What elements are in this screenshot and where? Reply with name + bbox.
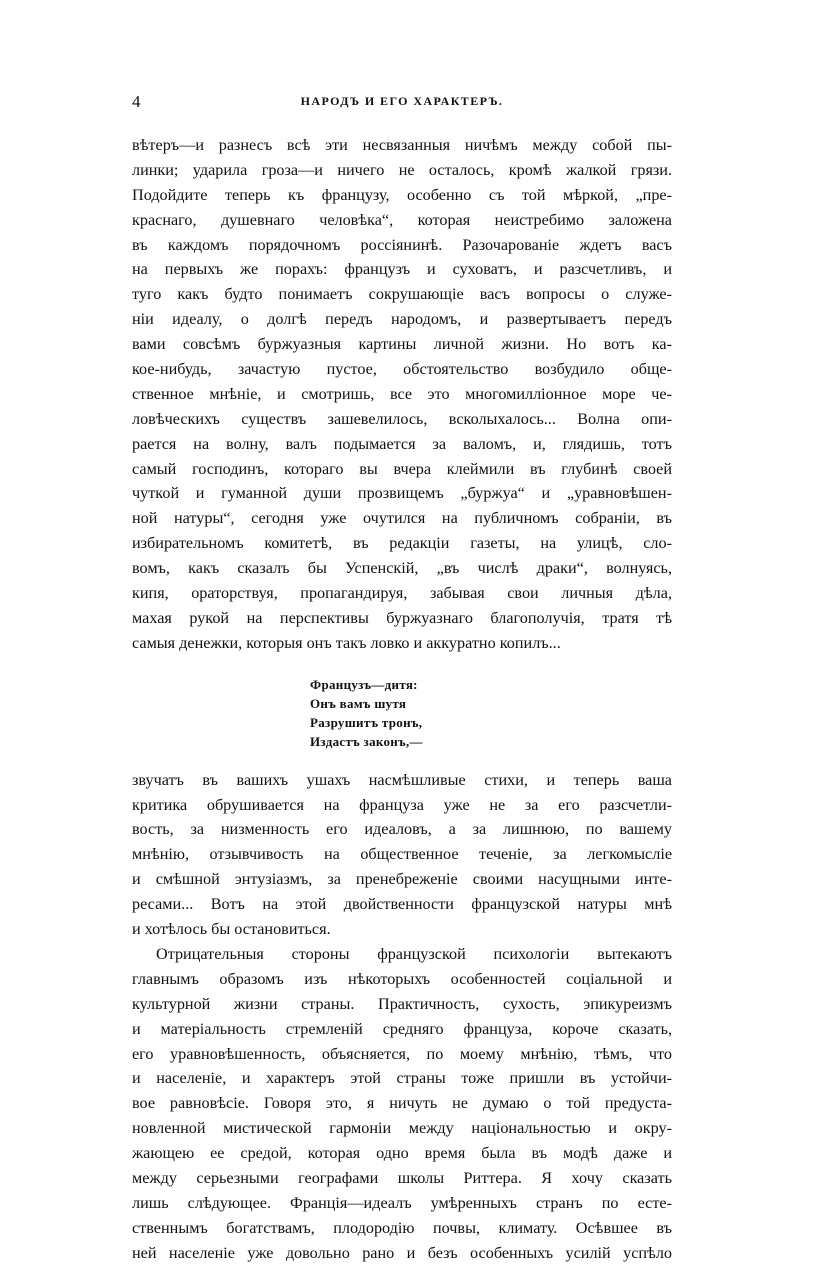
text-line: махая рукой на перспективы буржуазнаго благополучія, тратя тѣ: [132, 608, 672, 627]
text-line: между серьезными географами школы Риттера. Я хочу сказать: [132, 1168, 672, 1187]
text-line: критика обрушивается на француза уже не за его разсчетли-: [132, 795, 672, 814]
text-line: самый господинъ, котораго вы вчера клеймили въ глубинѣ своей: [132, 459, 672, 478]
text-line: ніи идеалу, о долгѣ передъ народомъ, и развертываетъ передъ: [132, 310, 672, 329]
text-line: ной натуры“, сегодня уже очутился на публичномъ собраніи, въ: [132, 509, 672, 528]
text-line: культурной жизни страны. Практичность, сухость, эпикуреизмъ: [132, 994, 672, 1013]
text-line: новленной мистической гармоніи между національностью и окру-: [132, 1119, 672, 1138]
text-line: и матеріальность стремленій средняго француза, короче сказать,: [132, 1019, 672, 1038]
text-line: туго какъ будто понимаетъ сокрушающіе васъ вопросы о служе-: [132, 285, 672, 304]
text-line: самыя денежки, которыя онъ такъ ловко и аккуратно копилъ...: [132, 633, 561, 652]
paragraph-1: [132, 133, 672, 656]
poem-line: Онъ вамъ шутя: [310, 695, 407, 711]
text-line: и хотѣлось бы остановиться.: [132, 920, 331, 939]
text-line: избирательномъ комитетѣ, въ редакціи газеты, на улицѣ, сло-: [132, 534, 672, 553]
book-page: [132, 92, 672, 1266]
text-line: жающею ее средой, которая одно время была въ модѣ даже и: [132, 1144, 672, 1163]
running-title: НАРОДЪ И ЕГО ХАРАКТЕРЪ.: [300, 94, 504, 108]
text-line: рается на волну, валъ подымается за валомъ, и, глядишь, тотъ: [132, 434, 672, 453]
text-line: вомъ, какъ сказалъ бы Успенскій, „въ числѣ драки“, волнуясь,: [132, 559, 672, 578]
text-line: мнѣнію, отзывчивость на общественное теченіе, за легкомысліе: [132, 845, 672, 864]
text-line: главнымъ образомъ изъ нѣкоторыхъ особенностей соціальной и: [132, 969, 672, 988]
text-line: кипя, ораторствуя, пропагандируя, забывая свои личныя дѣла,: [132, 584, 672, 603]
text-line: вами совсѣмъ буржуазныя картины личной жизни. Но вотъ ка-: [132, 335, 672, 354]
text-line: ловѣческихъ существъ зашевелилось, всколыхалось... Волна опи-: [132, 409, 672, 428]
text-line: ней населеніе уже довольно рано и безъ особенныхъ усилій успѣло: [132, 1243, 672, 1262]
text-line: и смѣшной энтузіазмъ, за пренебреженіе своими насущными инте-: [132, 870, 672, 889]
text-line: ресами... Вотъ на этой двойственности французской натуры мнѣ: [132, 895, 672, 914]
paragraph-3: [132, 942, 672, 1266]
text-line: его уравновѣшенность, объясняется, по моему мнѣнію, тѣмъ, что: [132, 1044, 672, 1063]
text-line: Подойдите теперь къ французу, особенно съ той мѣркой, „пре-: [132, 185, 672, 204]
text-line: вѣтеръ—и разнесъ всѣ эти несвязанныя ничѣмъ между собой пы-: [132, 136, 672, 154]
paragraph-2: [132, 768, 672, 942]
text-line: лишь слѣдующее. Франція—идеалъ умѣренныхъ странъ по есте-: [132, 1193, 672, 1212]
text-line: кое-нибудь, зачастую пустое, обстоятельство возбудило обще-: [132, 360, 672, 379]
text-line: въ каждомъ порядочномъ россіянинѣ. Разочарованіе ждетъ васъ: [132, 235, 672, 254]
text-line: ственное мнѣніе, и смотришь, все это многомилліонное море че-: [132, 384, 672, 403]
poem-line: Разрушитъ тронъ,: [310, 714, 423, 730]
page-header: [132, 92, 672, 116]
text-line: звучатъ въ вашихъ ушахъ насмѣшливые стихи, и теперь ваша: [132, 770, 672, 789]
text-line: вое равновѣсіе. Говоря это, я ничуть не думаю о той предуста-: [132, 1094, 672, 1113]
text-line: ственнымъ богатствамъ, плодородію почвы, климату. Осѣвшее въ: [132, 1218, 672, 1237]
text-line: Отрицательныя стороны французской психологіи вытекаютъ: [156, 944, 672, 963]
poem-line: Французъ—дитя:: [310, 676, 418, 692]
text-line: на первыхъ же порахъ: французъ и суховатъ, и разсчетливъ, и: [132, 260, 672, 279]
text-line: и населеніе, и характеръ этой страны тоже пришли въ устойчи-: [132, 1069, 672, 1088]
page-number: 4: [132, 92, 141, 111]
text-line: вость, за низменность его идеаловъ, а за лишнюю, по вашему: [132, 820, 672, 839]
text-line: линки; ударила гроза—и ничего не осталось, кромѣ жалкой грязи.: [132, 160, 672, 179]
poem-line: Издастъ законъ,—: [310, 733, 423, 749]
text-line: краснаго, душевнаго человѣка“, которая неистребимо заложена: [132, 210, 672, 229]
body-text: [132, 133, 672, 1266]
text-line: чуткой и гуманной души прозвищемъ „буржуа“ и „уравновѣшен-: [132, 484, 672, 503]
poem-quote: [310, 675, 672, 751]
